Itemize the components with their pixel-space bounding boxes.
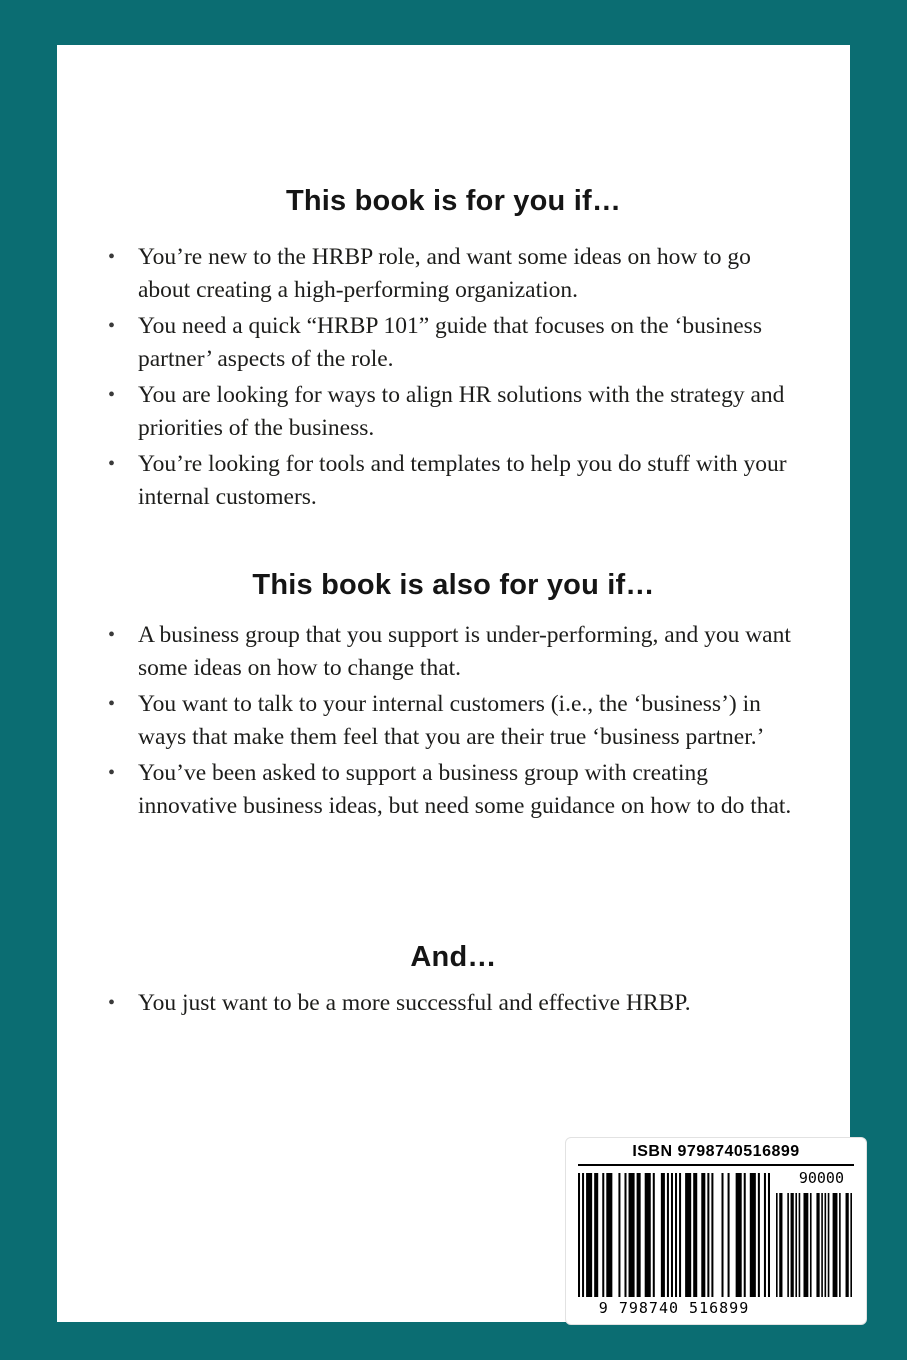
ean5-supplement-barcode: [776, 1193, 852, 1297]
section-heading-also-for-you: This book is also for you if…: [252, 569, 655, 601]
ean13-barcode: [578, 1173, 770, 1297]
bullet-list-and: [102, 987, 802, 1023]
isbn-label: ISBN 9798740516899: [578, 1143, 854, 1166]
section-heading-for-you: This book is for you if…: [285, 185, 622, 217]
barcode-price-code: 90000: [798, 1169, 844, 1187]
list-item: • You’ve been asked to support a business group with creating innovative business ideas, but need some guidance on how to do that.: [102, 757, 802, 823]
list-item: • You want to talk to your internal customers (i.e., the ‘business’) in ways that make them feel that you are their true ‘business partner.’: [102, 688, 802, 754]
isbn-barcode-box: [565, 1137, 867, 1325]
list-item: • A business group that you support is under-performing, and you want some ideas on how to change that.: [102, 619, 802, 685]
list-item: • You’re looking for tools and templates to help you do stuff with your internal customers.: [102, 448, 802, 514]
list-item: • You just want to be a more successful and effective HRBP.: [102, 987, 802, 1020]
list-item: • You are looking for ways to align HR solutions with the strategy and priorities of the business.: [102, 379, 802, 445]
list-item: • You need a quick “HRBP 101” guide that focuses on the ‘business partner’ aspects of the role.: [102, 310, 802, 376]
bullet-list-for-you: [102, 241, 802, 517]
barcode-digits: 9 798740 516899: [578, 1299, 770, 1317]
book-back-cover-page: [57, 45, 850, 1322]
list-item: • You’re new to the HRBP role, and want some ideas on how to go about creating a high-performing organization.: [102, 241, 802, 307]
section-heading-and: And…: [410, 941, 497, 973]
bullet-list-also-for-you: [102, 619, 802, 826]
barcode-area: [578, 1169, 854, 1321]
